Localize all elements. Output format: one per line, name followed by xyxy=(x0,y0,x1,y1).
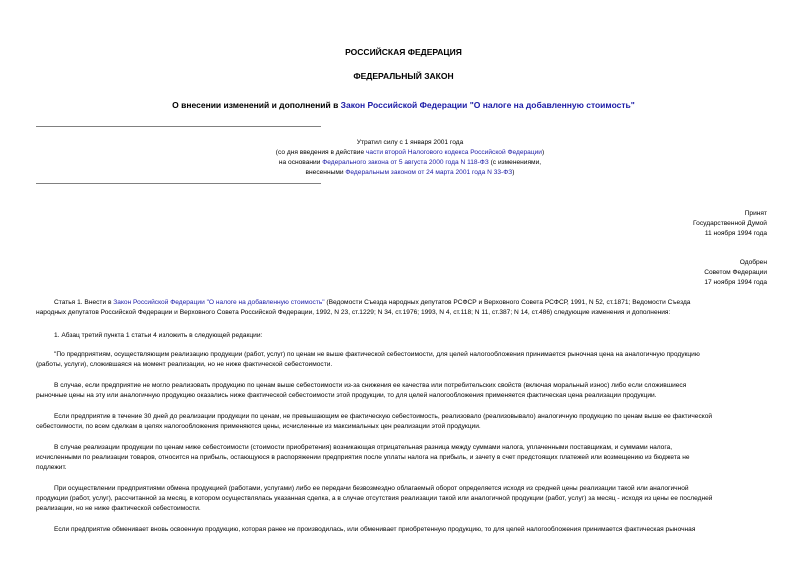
paragraph-2-line-2: рыночные цены на эту или аналогичную продукцию оказались ниже фактической себестоимости этой продукции, то для целей налогообложения применяется фактическая цена реализации продукции. xyxy=(36,392,657,399)
paragraph-1-line-1: "По предприятиям, осуществляющим реализацию продукции (работ, услуг) по ценам не выше фактической себестоимости, для целей налогообложения принимается рыночная цена на аналогичную продукцию xyxy=(54,351,700,358)
status-line-4 xyxy=(160,168,660,178)
document-title xyxy=(0,100,807,110)
federal-law-33-link[interactable]: Федеральным законом от 24 марта 2001 года N 33-ФЗ xyxy=(345,169,513,176)
approved-block xyxy=(567,258,767,288)
item-1: 1. Абзац третий пункта 1 статьи 4 изложить в следующей редакции: xyxy=(54,332,263,339)
top-divider xyxy=(36,126,321,127)
country-heading: РОССИЙСКАЯ ФЕДЕРАЦИЯ xyxy=(345,47,462,57)
article-1-prefix: Статья 1. Внести в xyxy=(54,299,114,306)
adopted-block xyxy=(567,209,767,239)
paragraph-3 xyxy=(36,412,768,432)
approved-line-1: Одобрен xyxy=(739,259,767,266)
status-block xyxy=(160,138,660,178)
article-1 xyxy=(36,298,768,318)
article-1-line-1 xyxy=(36,298,768,308)
status-line-3 xyxy=(160,158,660,168)
federal-law-118-link[interactable]: Федерального закона от 5 августа 2000 года N 118-ФЗ xyxy=(322,159,489,166)
paragraph-1 xyxy=(36,350,768,370)
tax-code-part-two-link[interactable]: части второй Налогового кодекса Российской Федерации xyxy=(365,149,542,156)
paragraph-4-line-1: В случае реализации продукции по ценам ниже себестоимости (стоимости приобретения) возникающая отрицательная разница между суммами налога, уплаченными поставщикам, и суммами налога, xyxy=(54,444,673,451)
status-line-2-suffix: ) xyxy=(542,149,545,156)
status-line-1: Утратил силу с 1 января 2001 года xyxy=(356,139,464,146)
article-1-line-1-rest: (Ведомости Съезда народных депутатов РСФСР и Верховного Совета РСФСР, 1991, N 52, ст.1871; Ведомости Съезда xyxy=(324,299,691,306)
adopted-line-2: Государственной Думой xyxy=(693,220,767,227)
law-type-heading: ФЕДЕРАЛЬНЫЙ ЗАКОН xyxy=(353,71,454,81)
paragraph-2-line-1: В случае, если предприятие не могло реализовать продукцию по ценам выше себестоимости из-за снижения ее качества или потребительских свойств (включая моральный износ) либо если сложившиеся xyxy=(54,382,687,389)
paragraph-4 xyxy=(36,443,768,473)
adopted-line-3: 11 ноября 1994 года xyxy=(704,230,767,237)
approved-line-3: 17 ноября 1994 года xyxy=(704,279,767,286)
paragraph-2 xyxy=(36,381,768,401)
article-1-line-2: народных депутатов Российской Федерации и Верховного Совета Российской Федерации, 1992, N 23, ст.1229; N 34, ст.1976; 1993, N 4, ст.118; N 11, ст.387; N 14, ст.486) следующие изменения и дополнения: xyxy=(36,309,671,316)
title-law-link[interactable]: Закон Российской Федерации "О налоге на добавленную стоимость" xyxy=(340,100,635,110)
adopted-line-1: Принят xyxy=(744,210,767,217)
bottom-divider xyxy=(36,183,321,184)
paragraph-5 xyxy=(36,484,768,514)
paragraph-4-line-2: исчисленными по реализации товаров, относится на прибыль, остающуюся в распоряжении предприятия после уплаты налога на прибыль, и зачету в счет предстоящих платежей или возмещению из бюджета не xyxy=(36,454,690,461)
status-line-2 xyxy=(160,148,660,158)
status-line-4-prefix: внесенными xyxy=(305,169,346,176)
approved-line-2: Советом Федерации xyxy=(704,269,767,276)
paragraph-3-line-2: себестоимости, по всем сделкам в целях налогообложения применяются цены, исчисленные из максимальных цен реализации этой продукции. xyxy=(36,423,481,430)
paragraph-1-line-2: (работы, услуги), сложившаяся на момент реализации, но не ниже фактической себестоимости. xyxy=(36,361,333,368)
status-line-3-suffix: (с изменениями, xyxy=(488,159,542,166)
title-prefix: О внесении изменений и дополнений в xyxy=(172,100,341,110)
status-line-2-prefix: (со дня введения в действие xyxy=(275,149,366,156)
status-line-3-prefix: на основании xyxy=(278,159,323,166)
paragraph-5-line-3: реализации, но не ниже фактической себестоимости. xyxy=(36,505,201,512)
paragraph-4-line-3: подлежит. xyxy=(36,464,67,471)
paragraph-3-line-1: Если предприятие в течение 30 дней до реализации продукции по ценам, не превышающим ее фактическую себестоимость, реализовало (реализовывало) аналогичную продукцию по ценам выше ее фактической xyxy=(54,413,713,420)
paragraph-5-line-2: продукции (работ, услуг), рассчитанной за месяц, в котором осуществлялась указанная сделка, а в случае отсутствия реализации такой или аналогичной продукции (работ, услуг) за месяц - исходя из цены ее последней xyxy=(36,495,713,502)
paragraph-5-line-1: При осуществлении предприятиями обмена продукцией (работами, услугами) либо ее передачи безвозмездно облагаемый оборот определяется исходя из средней цены реализации такой или аналогичной xyxy=(54,485,689,492)
status-line-4-suffix: ) xyxy=(512,169,515,176)
article-1-law-link[interactable]: Закон Российской Федерации "О налоге на добавленную стоимость" xyxy=(113,299,325,306)
paragraph-6 xyxy=(36,525,768,535)
paragraph-6-line-1: Если предприятие обменивает вновь освоенную продукцию, которая ранее не производилась, или обменивает приобретенную продукцию, то для целей налогообложения принимается фактическая рыночная xyxy=(54,526,696,533)
